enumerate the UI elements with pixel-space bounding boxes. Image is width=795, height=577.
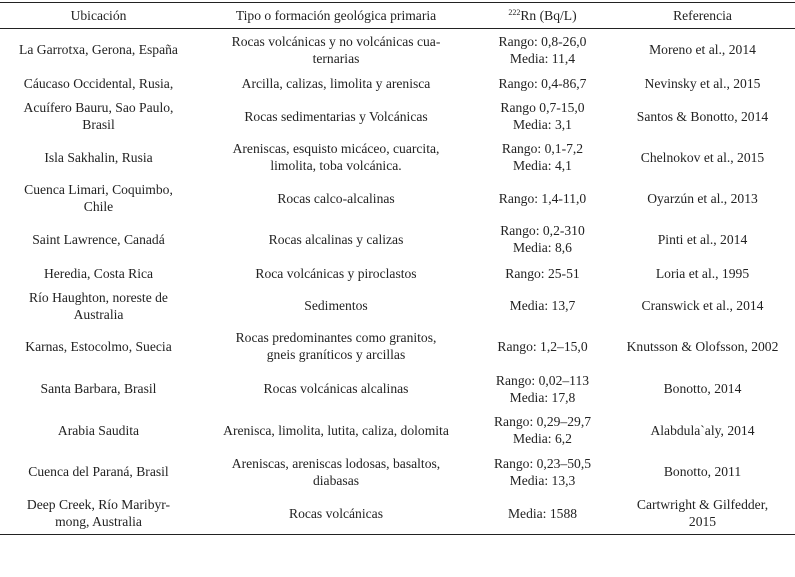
cell-rock-type <box>197 451 475 493</box>
cell-rock-type-line: Arenisca, limolita, lutita, caliza, dolomita <box>223 422 449 438</box>
cell-rock-type-line: Sedimentos <box>304 298 368 313</box>
cell-reference <box>610 71 795 97</box>
cell-reference-line: Bonotto, 2011 <box>663 464 742 479</box>
cell-reference-line: Bonotto, 2014 <box>663 381 742 396</box>
cell-radon <box>475 451 610 493</box>
cell-radon <box>475 97 610 136</box>
cell-radon <box>475 410 610 451</box>
cell-radon <box>475 261 610 287</box>
cell-location-line: Karnas, Estocolmo, Suecia <box>25 338 172 354</box>
table-row <box>0 493 795 535</box>
cell-radon-line: Media: 1588 <box>507 505 578 521</box>
header-rock-type: Tipo o formación geológica primaria <box>197 3 475 29</box>
table-row <box>0 29 795 71</box>
cell-rock-type <box>197 97 475 136</box>
cell-location-line: Saint Lawrence, Canadá <box>32 231 165 247</box>
cell-rock-type <box>197 325 475 368</box>
cell-radon <box>475 136 610 179</box>
cell-radon <box>475 287 610 325</box>
cell-location <box>0 29 197 71</box>
cell-location-line: Chile <box>83 199 114 214</box>
cell-reference <box>610 261 795 287</box>
cell-location-line: Acuífero Bauru, Sao Paulo, <box>23 100 174 115</box>
cell-radon <box>475 493 610 535</box>
cell-location <box>0 325 197 368</box>
cell-radon <box>475 71 610 97</box>
table-row <box>0 71 795 97</box>
cell-radon-line: Media: 4,1 <box>513 158 572 173</box>
cell-reference <box>610 287 795 325</box>
cell-rock-type-line: Rocas volcánicas y no volcánicas cua- <box>231 33 441 49</box>
cell-radon-line: Rango: 25-51 <box>505 266 580 281</box>
cell-radon-line: Rango: 0,4-86,7 <box>498 76 587 91</box>
cell-reference <box>610 410 795 451</box>
table-body <box>0 29 795 535</box>
cell-rock-type-line: Rocas alcalinas y calizas <box>268 231 404 247</box>
cell-rock-type <box>197 71 475 97</box>
cell-radon-line: Rango: 0,8-26,0 <box>498 33 587 49</box>
cell-radon-line: Rango: 0,23–50,5 <box>493 455 592 471</box>
cell-rock-type-line: Rocas volcánicas alcalinas <box>263 381 409 396</box>
cell-reference-line: Santos & Bonotto, 2014 <box>636 108 769 124</box>
cell-rock-type-line: Rocas volcánicas <box>289 505 383 521</box>
cell-rock-type-line: gneis graníticos y arcillas <box>266 347 406 362</box>
cell-reference <box>610 325 795 368</box>
cell-location <box>0 368 197 410</box>
cell-rock-type-line: Roca volcánicas y piroclastos <box>255 266 417 281</box>
cell-rock-type <box>197 368 475 410</box>
cell-reference-line: Nevinsky et al., 2015 <box>644 76 761 91</box>
cell-location <box>0 218 197 261</box>
cell-radon-line: Rango: 0,2-310 <box>500 223 585 238</box>
cell-rock-type-line: Rocas predominantes como granitos, <box>235 330 437 345</box>
cell-radon-line: Media: 13,3 <box>509 472 576 488</box>
cell-location-line: Río Haughton, noreste de <box>29 289 168 305</box>
table-row <box>0 451 795 493</box>
cell-location-line: Australia <box>73 306 124 322</box>
table-row <box>0 136 795 179</box>
cell-location-line: La Garrotxa, Gerona, España <box>19 42 178 58</box>
cell-location-line: Isla Sakhalin, Rusia <box>44 149 153 165</box>
cell-rock-type <box>197 261 475 287</box>
cell-rock-type <box>197 410 475 451</box>
cell-reference <box>610 451 795 493</box>
cell-rock-type <box>197 218 475 261</box>
cell-location-line: Santa Barbara, Brasil <box>40 381 157 396</box>
cell-rock-type-line: Rocas sedimentarias y Volcánicas <box>244 108 428 124</box>
cell-reference-line: Loria et al., 1995 <box>655 266 750 281</box>
cell-radon-line: Media: 17,8 <box>509 389 576 405</box>
cell-rock-type-line: Areniscas, esquisto micáceo, cuarcita, <box>232 141 440 156</box>
cell-reference-line: Alabdula`aly, 2014 <box>650 422 755 438</box>
radon-table <box>0 2 795 535</box>
cell-radon <box>475 325 610 368</box>
cell-location <box>0 261 197 287</box>
header-radon-isotope: 222 <box>508 8 521 17</box>
table-row <box>0 261 795 287</box>
cell-location-line: Heredia, Costa Rica <box>43 266 154 281</box>
cell-location <box>0 493 197 535</box>
table-row <box>0 287 795 325</box>
cell-radon-line: Media: 3,1 <box>513 117 572 132</box>
cell-rock-type <box>197 136 475 179</box>
cell-radon-line: Media: 8,6 <box>513 240 572 255</box>
cell-location <box>0 451 197 493</box>
cell-rock-type-line: limolita, toba volcánica. <box>270 158 402 173</box>
cell-location <box>0 136 197 179</box>
cell-rock-type-line: ternarias <box>312 50 360 66</box>
cell-location <box>0 97 197 136</box>
cell-reference-line: Pinti et al., 2014 <box>657 231 748 247</box>
cell-location-line: Arabia Saudita <box>57 422 140 438</box>
cell-reference <box>610 218 795 261</box>
table-row <box>0 325 795 368</box>
header-radon <box>475 3 610 29</box>
cell-reference-line: Cartwright & Gilfedder, <box>636 497 769 513</box>
cell-location-line: mong, Australia <box>55 514 142 530</box>
cell-location <box>0 179 197 218</box>
cell-rock-type-line: Arcilla, calizas, limolita y arenisca <box>241 76 431 91</box>
cell-reference-line: Chelnokov et al., 2015 <box>640 149 765 165</box>
header-row <box>0 3 795 29</box>
cell-reference <box>610 493 795 535</box>
cell-radon-line: Rango: 0,02–113 <box>495 372 590 388</box>
cell-rock-type-line: Areniscas, areniscas lodosas, basaltos, <box>231 455 441 471</box>
cell-reference <box>610 136 795 179</box>
cell-location <box>0 71 197 97</box>
cell-reference-line: Moreno et al., 2014 <box>649 42 756 58</box>
cell-radon-line: Rango: 0,29–29,7 <box>493 414 592 429</box>
cell-reference <box>610 29 795 71</box>
cell-location-line: Cuenca Limari, Coquimbo, <box>24 182 173 197</box>
cell-rock-type <box>197 29 475 71</box>
cell-rock-type-line: Rocas calco-alcalinas <box>277 190 395 206</box>
header-radon-label: Rn (Bq/L) <box>520 8 577 23</box>
cell-radon-line: Media: 13,7 <box>509 298 576 313</box>
cell-rock-type <box>197 287 475 325</box>
cell-reference-line: 2015 <box>688 514 717 530</box>
cell-radon <box>475 218 610 261</box>
cell-location <box>0 287 197 325</box>
header-location: Ubicación <box>0 3 197 29</box>
cell-location-line: Brasil <box>82 117 115 132</box>
cell-radon-line: Rango: 1,4-11,0 <box>498 190 587 206</box>
cell-rock-type-line: diabasas <box>312 472 360 488</box>
cell-radon <box>475 29 610 71</box>
cell-rock-type <box>197 493 475 535</box>
table-row <box>0 368 795 410</box>
cell-location-line: Cuenca del Paraná, Brasil <box>28 464 169 479</box>
header-reference: Referencia <box>610 3 795 29</box>
cell-radon-line: Media: 11,4 <box>509 50 576 66</box>
cell-radon-line: Rango 0,7-15,0 <box>500 100 585 115</box>
cell-radon <box>475 179 610 218</box>
cell-radon-line: Media: 6,2 <box>513 431 572 446</box>
cell-radon-line: Rango: 1,2–15,0 <box>497 338 588 354</box>
cell-reference-line: Knutsson & Olofsson, 2002 <box>626 338 779 354</box>
cell-location-line: Cáucaso Occidental, Rusia, <box>23 76 174 91</box>
cell-radon <box>475 368 610 410</box>
cell-reference-line: Oyarzún et al., 2013 <box>647 190 758 206</box>
cell-reference <box>610 179 795 218</box>
table-row <box>0 410 795 451</box>
cell-reference <box>610 368 795 410</box>
cell-location-line: Deep Creek, Río Maribyr- <box>26 497 171 513</box>
table-header <box>0 3 795 29</box>
table-row <box>0 97 795 136</box>
cell-reference <box>610 97 795 136</box>
cell-reference-line: Cranswick et al., 2014 <box>641 298 764 313</box>
table-row <box>0 179 795 218</box>
cell-location <box>0 410 197 451</box>
cell-radon-line: Rango: 0,1-7,2 <box>501 141 584 156</box>
cell-rock-type <box>197 179 475 218</box>
table-row <box>0 218 795 261</box>
